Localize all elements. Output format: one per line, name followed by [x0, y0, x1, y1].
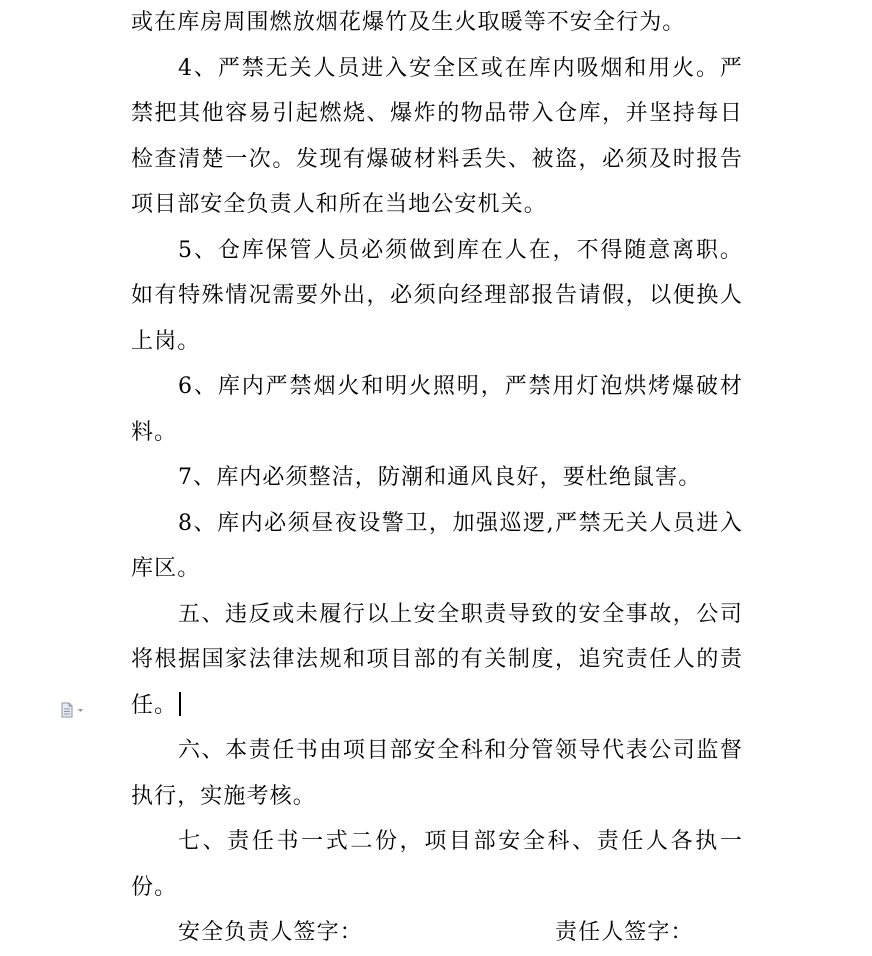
paragraph-item-6: 6、库内严禁烟火和明火照明，严禁用灯泡烘烤爆破材料。 [131, 374, 743, 445]
paragraph-continued: 或在库房周围燃放烟花爆竹及生火取暖等不安全行为。 [131, 10, 686, 35]
safety-officer-signature-label: 安全负责人签字： [178, 920, 363, 945]
paragraph-item-8: 8、库内必须昼夜设警卫，加强巡逻,严禁无关人员进入库区。 [131, 510, 743, 581]
paragraph-section-6: 六、本责任书由项目部安全科和分管领导代表公司监督执行，实施考核。 [131, 738, 743, 809]
paragraph-item-5: 5、仓库保管人员必须做到库在人在，不得随意离职。如有特殊情况需要外出，必须向经理部报告请假，以便换人上岗。 [131, 237, 743, 354]
signature-row [131, 910, 743, 956]
paragraph-item-4: 4、严禁无关人员进入安全区或在库内吸烟和用火。严禁把其他容易引起燃烧、爆炸的物品带入仓库，并坚持每日检查清楚一次。发现有爆破材料丢失、被盗，必须及时报告项目部安全负责人和所在当地公安机关。 [131, 55, 743, 217]
text-cursor [179, 692, 181, 716]
paragraph-section-5 [131, 592, 743, 729]
document-body[interactable] [131, 0, 743, 956]
paragraph-section-5-text: 五、违反或未履行以上安全职责导致的安全事故，公司将根据国家法律法规和项目部的有关制度，追究责任人的责任。 [131, 601, 743, 718]
document-options-icon[interactable] [60, 702, 86, 718]
paragraph-item-7: 7、库内必须整洁，防潮和通风良好，要杜绝鼠害。 [178, 465, 702, 490]
responsible-person-signature-label: 责任人签字： [555, 920, 694, 945]
paragraph-section-7: 七、责任书一式二份，项目部安全科、责任人各执一份。 [131, 829, 743, 900]
